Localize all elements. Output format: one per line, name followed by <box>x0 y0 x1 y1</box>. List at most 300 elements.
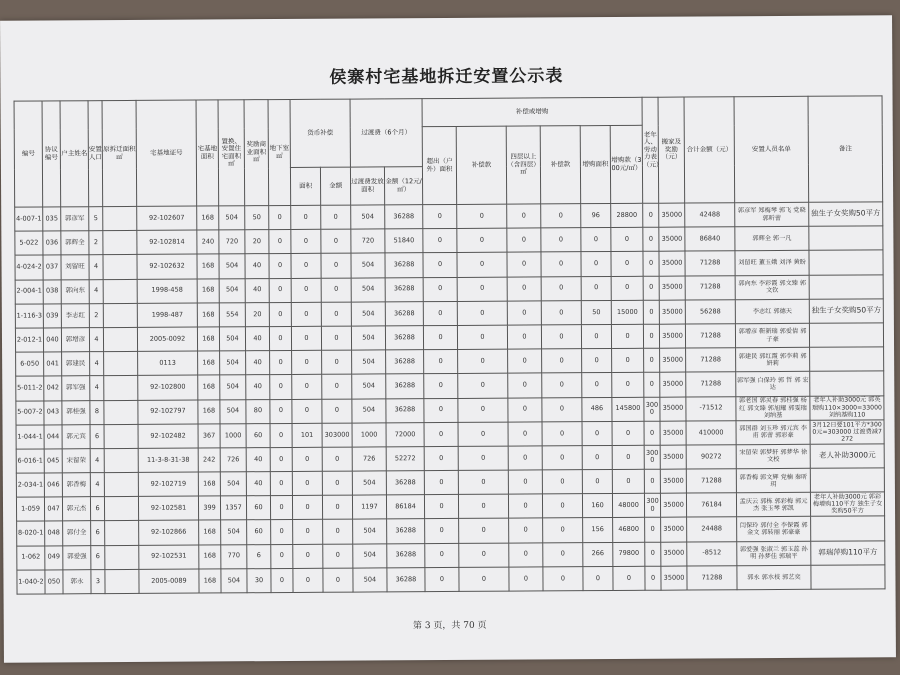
cell-orig <box>104 400 138 424</box>
cell-rew: 20 <box>245 230 269 254</box>
cell-farea: 0 <box>509 518 543 542</box>
cell-orig <box>104 376 138 400</box>
cell-barea: 0 <box>582 470 612 494</box>
cell-total: 71288 <box>686 469 736 493</box>
cell-note <box>811 516 885 541</box>
cell-base: 168 <box>197 278 219 302</box>
cell-bamt: 0 <box>611 227 643 251</box>
cell-persons: 郭军强 白保玲 郭 哲 郭 宏达 <box>736 372 810 397</box>
cell-barea: 0 <box>582 349 612 373</box>
cell-orig <box>103 255 137 279</box>
cell-id: 4-024-2 <box>15 255 43 279</box>
cell-tamt: 36288 <box>385 301 423 325</box>
cell-total: -8512 <box>687 541 737 565</box>
cell-tarea: 504 <box>351 253 385 277</box>
cell-marea: 0 <box>291 302 321 326</box>
cell-mamt: 0 <box>322 447 352 471</box>
cell-elder: 3000 <box>644 397 660 421</box>
cell-cert: 92-102607 <box>137 206 197 231</box>
cell-ocomp: 0 <box>459 519 509 543</box>
cell-persons: 孟庆云 郭栋 郭彩梅 郭元杰 张玉琴 郭凯 <box>736 493 810 518</box>
table-header <box>14 96 883 207</box>
header-reward-area: 奖励商业面积㎡ <box>244 100 269 206</box>
cell-cert: 92-102797 <box>138 400 198 425</box>
cell-pop: 2 <box>89 303 103 327</box>
cell-orig <box>104 424 138 448</box>
header-elder: 老年人、劳动力表（元） <box>642 97 659 203</box>
cell-marea: 0 <box>292 496 322 520</box>
cell-ocomp: 0 <box>459 567 509 591</box>
cell-orig <box>103 231 137 255</box>
cell-oarea: 0 <box>423 253 457 277</box>
cell-ag: 048 <box>45 521 63 545</box>
cell-tarea: 504 <box>352 398 386 422</box>
cell-total: 71288 <box>687 566 737 590</box>
cell-persons: 宋留荣 郭梦轩 郭梦华 徐文校 <box>736 444 810 469</box>
cell-tarea: 504 <box>352 374 386 398</box>
cell-total: 410000 <box>686 420 736 444</box>
header-cert-no: 宅基地证号 <box>136 100 197 206</box>
cell-id: 2-012-1 <box>15 328 43 352</box>
cell-rew: 60 <box>246 496 270 520</box>
cell-bamt: 15000 <box>611 300 643 324</box>
header-basement: 地下室㎡ <box>268 99 291 205</box>
cell-res: 720 <box>219 230 245 254</box>
cell-rew: 40 <box>245 327 269 351</box>
cell-farea: 0 <box>507 301 541 325</box>
cell-oarea: 0 <box>424 398 458 422</box>
cell-owner: 宋留荣 <box>62 449 90 473</box>
cell-tamt: 86184 <box>386 495 424 519</box>
cell-id: 1-116-3 <box>15 304 43 328</box>
cell-base: 168 <box>197 254 219 278</box>
cell-cert: 92-102866 <box>139 520 199 545</box>
cell-pop: 5 <box>89 207 103 231</box>
cell-total: 24488 <box>687 517 737 541</box>
cell-ag: 041 <box>44 352 62 376</box>
cell-oarea: 0 <box>424 350 458 374</box>
cell-elder: 0 <box>644 469 660 493</box>
cell-marea: 0 <box>292 375 322 399</box>
cell-move: 35000 <box>660 493 686 517</box>
cell-marea: 0 <box>292 399 322 423</box>
cell-total: 86840 <box>685 227 735 251</box>
cell-pop: 6 <box>91 545 105 569</box>
cell-owner: 郭彦军 <box>61 207 89 231</box>
cell-bsm: 0 <box>269 230 291 254</box>
cell-persons: 李志红 郭德天 <box>735 299 809 324</box>
cell-ocomp: 0 <box>459 543 509 567</box>
cell-res: 504 <box>220 351 246 375</box>
cell-tarea: 720 <box>351 229 385 253</box>
paper-sheet <box>0 15 896 662</box>
cell-res: 504 <box>219 206 245 230</box>
cell-ag: 039 <box>43 304 61 328</box>
cell-elder: 0 <box>643 300 659 324</box>
cell-marea: 0 <box>291 326 321 350</box>
cell-fcomp: 0 <box>541 204 581 228</box>
cell-tamt: 36288 <box>386 471 424 495</box>
cell-tamt: 36288 <box>387 567 425 591</box>
cell-rew: 40 <box>246 351 270 375</box>
cell-cert: 92-102814 <box>137 230 197 255</box>
cell-marea: 0 <box>291 205 321 229</box>
cell-rew: 30 <box>247 568 271 592</box>
cell-id: 6-050 <box>16 352 44 376</box>
cell-bsm: 0 <box>270 447 292 471</box>
cell-farea: 0 <box>508 349 542 373</box>
cell-tarea: 504 <box>353 568 387 592</box>
cell-ag: 035 <box>43 207 61 231</box>
cell-tarea: 504 <box>351 302 385 326</box>
cell-id: 5-011-2 <box>16 376 44 400</box>
cell-orig <box>103 279 137 303</box>
cell-cert: 92-102581 <box>138 496 198 521</box>
cell-farea: 0 <box>508 397 542 421</box>
cell-tarea: 504 <box>351 326 385 350</box>
cell-farea: 0 <box>507 204 541 228</box>
cell-note: 老人补助3000元 <box>810 444 884 469</box>
cell-cert: 92-102482 <box>138 424 198 449</box>
cell-fcomp: 0 <box>542 421 582 445</box>
cell-res: 504 <box>221 520 247 544</box>
cell-bsm: 0 <box>270 375 292 399</box>
cell-note <box>810 371 884 396</box>
cell-ag: 038 <box>43 279 61 303</box>
cell-base: 168 <box>198 399 220 423</box>
cell-move: 35000 <box>661 566 687 590</box>
cell-marea: 0 <box>291 278 321 302</box>
cell-total: 71288 <box>686 348 736 372</box>
cell-ag: 040 <box>43 328 61 352</box>
cell-fcomp: 0 <box>541 228 581 252</box>
cell-res: 504 <box>220 399 246 423</box>
cell-barea: 0 <box>582 421 612 445</box>
cell-rew: 50 <box>245 206 269 230</box>
cell-tarea: 1197 <box>352 495 386 519</box>
cell-bsm: 0 <box>269 326 291 350</box>
header-money-area: 面积 <box>290 167 320 205</box>
cell-id: 1-059 <box>16 497 44 521</box>
cell-elder: 0 <box>644 373 660 397</box>
cell-total: 71288 <box>686 372 736 396</box>
cell-ocomp: 0 <box>457 204 507 228</box>
cell-cert: 11-3-8-31-38 <box>138 448 198 473</box>
header-resettle-area: 置换、安置住宅面积㎡ <box>218 100 245 206</box>
cell-fcomp: 0 <box>542 349 582 373</box>
header-over-comp: 补偿款 <box>456 126 506 204</box>
cell-tarea: 504 <box>352 350 386 374</box>
cell-mamt: 0 <box>322 495 352 519</box>
cell-bsm: 0 <box>271 568 293 592</box>
cell-ocomp: 0 <box>457 253 507 277</box>
cell-mamt: 0 <box>323 568 353 592</box>
cell-barea: 156 <box>583 518 613 542</box>
cell-bsm: 0 <box>270 351 292 375</box>
cell-rew: 60 <box>246 423 270 447</box>
cell-bsm: 0 <box>269 278 291 302</box>
cell-res: 504 <box>221 569 247 593</box>
cell-base: 168 <box>198 472 220 496</box>
cell-farea: 0 <box>507 325 541 349</box>
cell-persons: 闫保玲 郭付全 李保霞 郭金文 郭转丽 郭豪豪 <box>737 517 811 542</box>
cell-res: 1000 <box>220 423 246 447</box>
cell-base: 168 <box>199 545 221 569</box>
cell-rew: 40 <box>246 447 270 471</box>
cell-rew: 60 <box>247 520 271 544</box>
cell-base: 399 <box>198 496 220 520</box>
cell-ag: 044 <box>44 425 62 449</box>
cell-rew: 80 <box>246 399 270 423</box>
cell-ocomp: 0 <box>457 325 507 349</box>
cell-move: 35000 <box>659 203 685 227</box>
cell-oarea: 0 <box>424 495 458 519</box>
cell-total: 76184 <box>686 493 736 517</box>
cell-mamt: 0 <box>321 229 351 253</box>
cell-bamt: 0 <box>611 276 643 300</box>
cell-move: 35000 <box>659 324 685 348</box>
cell-orig <box>104 472 138 496</box>
cell-id: 1-040-2 <box>17 570 45 594</box>
cell-ocomp: 0 <box>458 494 508 518</box>
cell-base: 168 <box>197 206 219 230</box>
cell-persons: 郭永 郭水枝 郭艺奕 <box>737 565 811 590</box>
cell-total: 56288 <box>685 299 735 323</box>
cell-owner: 郭增彦 <box>61 328 89 352</box>
cell-persons: 郭增彦 靳新瑞 郭爱倩 郭子豪 <box>735 323 809 348</box>
cell-rew: 40 <box>246 472 270 496</box>
cell-ocomp: 0 <box>458 398 508 422</box>
cell-barea: 0 <box>582 445 612 469</box>
cell-rew: 40 <box>245 254 269 278</box>
cell-tamt: 36288 <box>387 519 425 543</box>
cell-total: 42488 <box>685 203 735 227</box>
cell-persons: 郭老国 郭灵春 郭桂强 杨红 郭文臻 郭旭耀 郭雯瑞 刘纳基 <box>736 396 810 421</box>
cell-bamt: 0 <box>612 469 644 493</box>
cell-note <box>810 347 884 372</box>
cell-tamt: 51840 <box>385 229 423 253</box>
cell-tamt: 36288 <box>385 205 423 229</box>
cell-mamt: 0 <box>321 278 351 302</box>
cell-farea: 0 <box>508 422 542 446</box>
cell-orig <box>105 521 139 545</box>
cell-owner: 郭桂强 <box>62 400 90 424</box>
cell-persons: 刘留旺 董玉娥 刘泽 黄盼 <box>735 251 809 276</box>
cell-bsm: 0 <box>270 399 292 423</box>
cell-barea: 160 <box>582 494 612 518</box>
cell-move: 35000 <box>659 251 685 275</box>
cell-pop: 4 <box>89 279 103 303</box>
cell-pop: 6 <box>90 424 104 448</box>
header-money-amount: 金额 <box>320 167 350 205</box>
header-comp-group: 补偿或增购 <box>422 97 642 126</box>
cell-bamt: 46800 <box>613 518 645 542</box>
cell-note: 老年人补助3000元 郭英瑞购110×3000=33000 刘纳基购110 <box>810 395 884 420</box>
header-total: 合计金额（元） <box>684 97 735 203</box>
cell-owner: 郭建民 <box>62 352 90 376</box>
cell-pop: 4 <box>90 473 104 497</box>
cell-res: 726 <box>220 448 246 472</box>
cell-oarea: 0 <box>423 204 457 228</box>
cell-total: 71288 <box>685 275 735 299</box>
cell-mamt: 0 <box>321 253 351 277</box>
cell-bamt: 28800 <box>611 203 643 227</box>
cell-marea: 0 <box>292 471 322 495</box>
cell-bsm: 0 <box>270 496 292 520</box>
cell-note: 3月12日要101平方*3000元=303000 过渡费减7272 <box>810 420 884 445</box>
cell-marea: 0 <box>293 568 323 592</box>
cell-pop: 4 <box>89 328 103 352</box>
cell-res: 554 <box>219 302 245 326</box>
cell-base: 168 <box>198 375 220 399</box>
cell-id: 2-004-1 <box>15 280 43 304</box>
cell-cert: 0113 <box>138 351 198 376</box>
cell-id: 2-034-1 <box>16 473 44 497</box>
cell-base: 367 <box>198 424 220 448</box>
cell-marea: 0 <box>292 447 322 471</box>
cell-elder: 0 <box>644 348 660 372</box>
cell-move: 35000 <box>660 421 686 445</box>
cell-ag: 045 <box>44 449 62 473</box>
cell-farea: 0 <box>507 228 541 252</box>
cell-ag: 047 <box>44 497 62 521</box>
cell-pop: 6 <box>91 521 105 545</box>
cell-fcomp: 0 <box>543 566 583 590</box>
cell-farea: 0 <box>507 276 541 300</box>
cell-rew: 6 <box>247 544 271 568</box>
cell-res: 504 <box>220 375 246 399</box>
cell-mamt: 0 <box>323 544 353 568</box>
cell-persons: 郭爱强 张淑兰 郭玉蕊 孙明 孙梦佳 郭瑞平 <box>737 541 811 566</box>
cell-id: 6-016-1 <box>16 449 44 473</box>
cell-note <box>809 274 883 299</box>
cell-ocomp: 0 <box>457 301 507 325</box>
cell-tamt: 52272 <box>386 447 424 471</box>
cell-elder: 0 <box>643 324 659 348</box>
cell-orig <box>105 545 139 569</box>
cell-farea: 0 <box>507 252 541 276</box>
page-title: 侯寨村宅基地拆迁安置公示表 <box>329 66 564 88</box>
cell-orig <box>103 206 137 230</box>
cell-fcomp: 0 <box>543 542 583 566</box>
cell-barea: 50 <box>581 300 611 324</box>
cell-ag: 046 <box>44 473 62 497</box>
cell-fcomp: 0 <box>542 494 582 518</box>
cell-bamt: 79800 <box>613 542 645 566</box>
cell-cert: 92-102800 <box>138 375 198 400</box>
cell-elder: 3000 <box>644 445 660 469</box>
cell-orig <box>104 448 138 472</box>
header-over-area: 超出（户外）面积 <box>422 126 456 204</box>
cell-note: 老年人补助3000元 郭彩梅增购110平方 独生子女奖购50平方 <box>810 492 884 517</box>
cell-tarea: 504 <box>351 205 385 229</box>
resettlement-table <box>14 95 886 594</box>
cell-pop: 4 <box>90 376 104 400</box>
cell-res: 504 <box>219 278 245 302</box>
cell-bamt: 0 <box>612 348 644 372</box>
cell-move: 35000 <box>660 397 686 421</box>
cell-owner: 郭香梅 <box>62 473 90 497</box>
cell-marea: 0 <box>293 520 323 544</box>
cell-note: 郭瑞萍购110平方 <box>811 540 885 565</box>
cell-res: 504 <box>220 472 246 496</box>
cell-fcomp: 0 <box>541 325 581 349</box>
header-settled-count: 安置人口 <box>88 101 103 207</box>
cell-tamt: 36288 <box>385 326 423 350</box>
cell-persons: 郭建民 郭红霞 郭李莉 郭妍莉 <box>736 347 810 372</box>
cell-oarea: 0 <box>424 422 458 446</box>
cell-farea: 0 <box>508 494 542 518</box>
cell-orig <box>105 569 139 593</box>
cell-note: 独生子女奖购50平方 <box>809 299 883 324</box>
cell-owner: 郭军强 <box>62 376 90 400</box>
cell-oarea: 0 <box>425 543 459 567</box>
header-four-comp: 补偿款 <box>540 126 580 204</box>
cell-ag: 049 <box>45 545 63 569</box>
header-owner: 户主姓名 <box>60 101 89 207</box>
cell-mamt: 0 <box>322 399 352 423</box>
cell-cert: 92-102531 <box>139 545 199 570</box>
cell-barea: 0 <box>581 252 611 276</box>
cell-oarea: 0 <box>424 374 458 398</box>
cell-owner: 郭元宾 <box>62 424 90 448</box>
cell-id: 1-062 <box>17 546 45 570</box>
cell-elder: 0 <box>643 227 659 251</box>
cell-bsm: 0 <box>269 205 291 229</box>
cell-id: 8-020-1 <box>17 521 45 545</box>
cell-ocomp: 0 <box>457 277 507 301</box>
cell-fcomp: 0 <box>543 518 583 542</box>
cell-id: 5-007-2 <box>16 400 44 424</box>
cell-move: 35000 <box>660 372 686 396</box>
cell-marea: 0 <box>291 229 321 253</box>
cell-ocomp: 0 <box>458 349 508 373</box>
cell-total: 71288 <box>685 251 735 275</box>
cell-move: 35000 <box>660 445 686 469</box>
header-note: 备注 <box>808 96 883 202</box>
cell-tamt: 36288 <box>386 350 424 374</box>
cell-total: -71512 <box>686 396 736 420</box>
cell-elder: 0 <box>645 542 661 566</box>
cell-pop: 3 <box>91 569 105 593</box>
cell-ag: 050 <box>45 570 63 594</box>
cell-bamt: 48000 <box>612 494 644 518</box>
cell-owner: 李志红 <box>61 303 89 327</box>
cell-marea: 0 <box>293 544 323 568</box>
cell-elder: 0 <box>643 252 659 276</box>
cell-marea: 0 <box>292 350 322 374</box>
cell-tarea: 504 <box>352 471 386 495</box>
cell-barea: 0 <box>582 373 612 397</box>
cell-rew: 40 <box>245 278 269 302</box>
cell-ag: 036 <box>43 231 61 255</box>
cell-tarea: 504 <box>351 277 385 301</box>
cell-move: 35000 <box>659 300 685 324</box>
header-transit-group: 过渡费（6个月） <box>350 99 422 167</box>
cell-id: 4-007-1 <box>15 207 43 231</box>
cell-tamt: 36288 <box>385 253 423 277</box>
cell-owner: 郭辉全 <box>61 231 89 255</box>
cell-note <box>809 226 883 251</box>
cell-ocomp: 0 <box>458 470 508 494</box>
cell-move: 35000 <box>660 348 686 372</box>
cell-owner: 郭向东 <box>61 279 89 303</box>
cell-tamt: 36288 <box>385 277 423 301</box>
cell-bsm: 0 <box>271 544 293 568</box>
cell-pop: 2 <box>89 231 103 255</box>
header-buy-amount: 增购款（300元/㎡） <box>610 125 643 203</box>
cell-pop: 8 <box>90 400 104 424</box>
